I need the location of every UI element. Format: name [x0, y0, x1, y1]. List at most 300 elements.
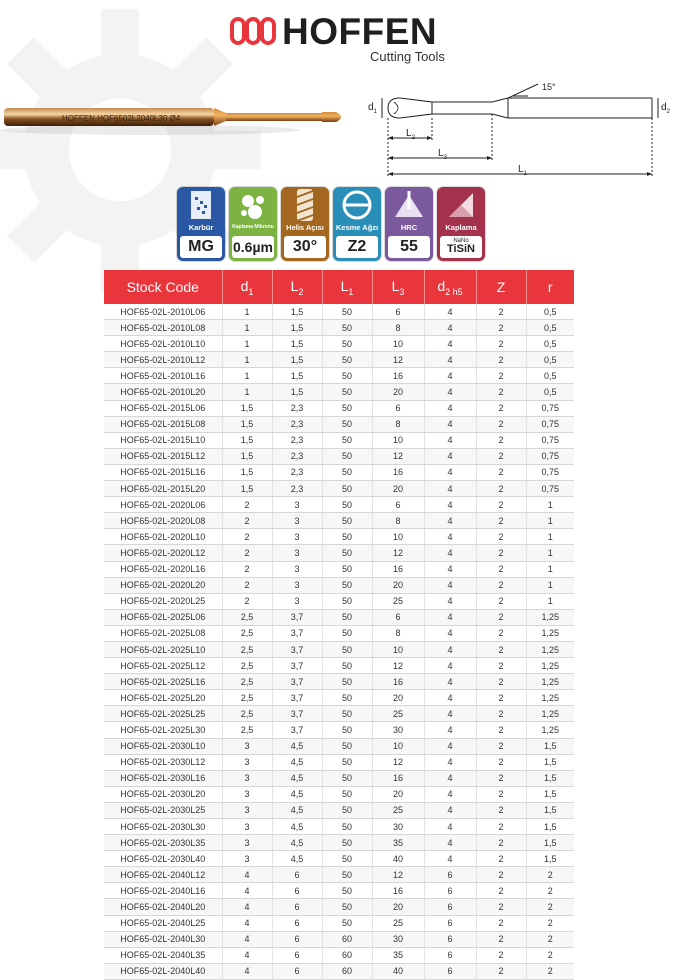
cell-d1: 3 [222, 738, 272, 754]
cell-d1: 4 [222, 899, 272, 915]
coating-icon [437, 187, 485, 223]
table-row [104, 802, 574, 818]
cell-L2: 1,5 [272, 304, 322, 320]
cell-L2: 2,3 [272, 464, 322, 480]
cell-L3: 8 [372, 416, 424, 432]
cell-L2: 1,5 [272, 320, 322, 336]
cell-stock-code: HOF65-02L-2015L20 [104, 481, 222, 497]
badge-coating-micron [229, 187, 277, 261]
cell-stock-code: HOF65-02L-2030L40 [104, 851, 222, 867]
logo-mark-icon [230, 16, 276, 46]
cell-d1: 2 [222, 497, 272, 513]
cell-z: 2 [476, 481, 526, 497]
table-row [104, 738, 574, 754]
cell-L1: 50 [322, 336, 372, 352]
table-row [104, 915, 574, 931]
cell-L1: 50 [322, 320, 372, 336]
cell-L3: 6 [372, 497, 424, 513]
cell-L1: 50 [322, 770, 372, 786]
cell-L2: 4,5 [272, 835, 322, 851]
cell-d2: 4 [424, 722, 476, 738]
cell-L3: 25 [372, 706, 424, 722]
cell-L3: 10 [372, 432, 424, 448]
cell-z: 2 [476, 883, 526, 899]
cell-L1: 50 [322, 754, 372, 770]
cell-L3: 12 [372, 352, 424, 368]
cell-d1: 2,5 [222, 674, 272, 690]
cell-d2: 4 [424, 561, 476, 577]
cell-stock-code: HOF65-02L-2040L12 [104, 867, 222, 883]
badge-coating-type: TiSiN [447, 243, 475, 255]
cell-L2: 3 [272, 529, 322, 545]
cell-L3: 40 [372, 851, 424, 867]
badge-flutes-label: Kesme Ağzı [335, 223, 379, 232]
header-stock-code: Stock Code [104, 270, 222, 304]
cell-stock-code: HOF65-02L-2010L12 [104, 352, 222, 368]
cell-d2: 4 [424, 851, 476, 867]
cell-d2: 6 [424, 883, 476, 899]
cell-L1: 50 [322, 738, 372, 754]
cell-L2: 4,5 [272, 819, 322, 835]
cell-d2: 4 [424, 658, 476, 674]
cell-L1: 50 [322, 819, 372, 835]
cell-z: 2 [476, 577, 526, 593]
cell-stock-code: HOF65-02L-2015L10 [104, 432, 222, 448]
cell-stock-code: HOF65-02L-2010L10 [104, 336, 222, 352]
table-body [104, 304, 574, 979]
cell-L2: 4,5 [272, 738, 322, 754]
cell-r: 2 [526, 963, 574, 979]
cell-d2: 6 [424, 915, 476, 931]
header-L3: $L_3$ [372, 270, 424, 304]
cell-L3: 16 [372, 770, 424, 786]
cell-L3: 16 [372, 883, 424, 899]
hardness-icon [385, 187, 433, 223]
cell-L3: 10 [372, 529, 424, 545]
cell-stock-code: HOF65-02L-2040L30 [104, 931, 222, 947]
cell-L1: 50 [322, 625, 372, 641]
cell-L1: 50 [322, 658, 372, 674]
cell-r: 0,75 [526, 432, 574, 448]
table-row [104, 416, 574, 432]
cell-z: 2 [476, 400, 526, 416]
table-row [104, 497, 574, 513]
cell-r: 0,5 [526, 368, 574, 384]
cell-L3: 10 [372, 336, 424, 352]
table-row [104, 722, 574, 738]
cell-L1: 50 [322, 593, 372, 609]
cell-L1: 50 [322, 899, 372, 915]
cell-L2: 3,7 [272, 722, 322, 738]
cell-d2: 6 [424, 931, 476, 947]
badge-helix-angle-value: 30° [284, 236, 326, 258]
table-row [104, 690, 574, 706]
cell-r: 0,5 [526, 384, 574, 400]
cell-L2: 6 [272, 963, 322, 979]
badge-hrc [385, 187, 433, 261]
cell-stock-code: HOF65-02L-2040L25 [104, 915, 222, 931]
cell-r: 2 [526, 883, 574, 899]
cell-d1: 2,5 [222, 609, 272, 625]
cell-L3: 16 [372, 561, 424, 577]
table-row [104, 561, 574, 577]
badge-flutes-value: Z2 [336, 236, 378, 258]
cell-z: 2 [476, 641, 526, 657]
cell-stock-code: HOF65-02L-2040L35 [104, 947, 222, 963]
cell-L3: 40 [372, 963, 424, 979]
cell-d1: 3 [222, 835, 272, 851]
cell-d1: 2,5 [222, 625, 272, 641]
brand-logo [230, 12, 460, 64]
cell-d1: 1 [222, 352, 272, 368]
cell-r: 1,5 [526, 851, 574, 867]
drawing-L1-label: $L_1$ [518, 164, 527, 177]
cell-L2: 1,5 [272, 352, 322, 368]
cell-L2: 3,7 [272, 609, 322, 625]
cell-stock-code: HOF65-02L-2030L30 [104, 819, 222, 835]
cell-r: 2 [526, 947, 574, 963]
cell-L1: 50 [322, 867, 372, 883]
cell-stock-code: HOF65-02L-2025L25 [104, 706, 222, 722]
cell-L3: 20 [372, 786, 424, 802]
cell-d1: 3 [222, 754, 272, 770]
cell-d2: 4 [424, 674, 476, 690]
table-row [104, 883, 574, 899]
cell-z: 2 [476, 464, 526, 480]
cell-r: 1,5 [526, 835, 574, 851]
table-row [104, 641, 574, 657]
cell-z: 2 [476, 802, 526, 818]
cell-L3: 35 [372, 947, 424, 963]
cell-r: 1,25 [526, 609, 574, 625]
cell-stock-code: HOF65-02L-2040L40 [104, 963, 222, 979]
table-row [104, 770, 574, 786]
cell-L3: 12 [372, 658, 424, 674]
cell-d2: 4 [424, 593, 476, 609]
cell-L3: 12 [372, 754, 424, 770]
badge-helix-angle-label: Helis Açısı [286, 223, 324, 232]
cell-stock-code: HOF65-02L-2030L10 [104, 738, 222, 754]
cell-stock-code: HOF65-02L-2025L20 [104, 690, 222, 706]
cell-d1: 1,5 [222, 400, 272, 416]
spec-badges [177, 187, 485, 263]
cell-L1: 50 [322, 641, 372, 657]
cell-r: 1 [526, 545, 574, 561]
cell-d1: 3 [222, 786, 272, 802]
cell-d1: 4 [222, 915, 272, 931]
cell-L2: 3 [272, 513, 322, 529]
cell-z: 2 [476, 963, 526, 979]
cell-d1: 2,5 [222, 706, 272, 722]
cell-r: 2 [526, 899, 574, 915]
header-d2: $d_{2 h5}$ [424, 270, 476, 304]
cell-L2: 2,3 [272, 416, 322, 432]
cell-L3: 20 [372, 577, 424, 593]
cell-z: 2 [476, 915, 526, 931]
header-d1: $d_1$ [222, 270, 272, 304]
header-L2: $L_2$ [272, 270, 322, 304]
cell-stock-code: HOF65-02L-2025L06 [104, 609, 222, 625]
cell-d1: 2 [222, 577, 272, 593]
cell-L3: 8 [372, 625, 424, 641]
cell-L1: 50 [322, 722, 372, 738]
table-row [104, 352, 574, 368]
cell-d2: 4 [424, 384, 476, 400]
cell-z: 2 [476, 786, 526, 802]
cell-L1: 50 [322, 368, 372, 384]
table-row [104, 706, 574, 722]
helix-icon [281, 187, 329, 223]
cell-L2: 3,7 [272, 625, 322, 641]
table-row [104, 835, 574, 851]
cell-L2: 3,7 [272, 658, 322, 674]
cell-L3: 20 [372, 899, 424, 915]
table-row [104, 304, 574, 320]
cell-r: 1,25 [526, 722, 574, 738]
cell-r: 0,5 [526, 304, 574, 320]
cell-L1: 50 [322, 432, 372, 448]
cell-z: 2 [476, 384, 526, 400]
badge-coating-value [440, 236, 482, 258]
cell-stock-code: HOF65-02L-2015L08 [104, 416, 222, 432]
cell-z: 2 [476, 352, 526, 368]
cell-d1: 1,5 [222, 448, 272, 464]
cell-L3: 20 [372, 690, 424, 706]
cell-d1: 1 [222, 336, 272, 352]
table-row [104, 593, 574, 609]
cell-z: 2 [476, 336, 526, 352]
table-row [104, 754, 574, 770]
cell-r: 0,75 [526, 448, 574, 464]
table-header-row [104, 270, 574, 304]
cell-stock-code: HOF65-02L-2020L10 [104, 529, 222, 545]
cell-L2: 2,3 [272, 481, 322, 497]
cell-d1: 1,5 [222, 416, 272, 432]
cell-r: 0,5 [526, 336, 574, 352]
cell-L2: 4,5 [272, 851, 322, 867]
cell-d1: 2,5 [222, 658, 272, 674]
cell-z: 2 [476, 947, 526, 963]
drawing-L2-label: $L_2$ [406, 128, 415, 141]
cell-L1: 50 [322, 416, 372, 432]
header-r: r [526, 270, 574, 304]
cell-r: 0,75 [526, 416, 574, 432]
cell-r: 1 [526, 593, 574, 609]
cell-d1: 3 [222, 851, 272, 867]
cell-stock-code: HOF65-02L-2010L16 [104, 368, 222, 384]
badge-carbide-value: MG [180, 236, 222, 258]
cell-stock-code: HOF65-02L-2040L20 [104, 899, 222, 915]
cell-stock-code: HOF65-02L-2025L10 [104, 641, 222, 657]
cell-d1: 4 [222, 963, 272, 979]
cell-d1: 1 [222, 384, 272, 400]
cell-d1: 4 [222, 867, 272, 883]
cell-z: 2 [476, 819, 526, 835]
cell-r: 1,5 [526, 770, 574, 786]
table-row [104, 867, 574, 883]
cell-z: 2 [476, 722, 526, 738]
cell-d2: 4 [424, 625, 476, 641]
cell-r: 1 [526, 561, 574, 577]
table-row [104, 786, 574, 802]
cell-z: 2 [476, 770, 526, 786]
cell-stock-code: HOF65-02L-2025L08 [104, 625, 222, 641]
cell-d2: 4 [424, 529, 476, 545]
cell-d2: 4 [424, 706, 476, 722]
badge-hrc-value: 55 [388, 236, 430, 258]
cell-L1: 50 [322, 448, 372, 464]
cell-L2: 4,5 [272, 802, 322, 818]
cell-d1: 1 [222, 320, 272, 336]
cell-L1: 50 [322, 674, 372, 690]
cell-L2: 3 [272, 577, 322, 593]
table-row [104, 545, 574, 561]
cell-r: 0,5 [526, 320, 574, 336]
cell-L2: 2,3 [272, 448, 322, 464]
cell-L2: 6 [272, 915, 322, 931]
header-z: Z [476, 270, 526, 304]
cell-L2: 6 [272, 883, 322, 899]
cell-L3: 12 [372, 545, 424, 561]
end-mill-image [0, 96, 360, 140]
cell-d2: 4 [424, 513, 476, 529]
cell-L3: 10 [372, 738, 424, 754]
cell-stock-code: HOF65-02L-2010L08 [104, 320, 222, 336]
cell-d1: 2 [222, 545, 272, 561]
cell-L1: 50 [322, 384, 372, 400]
table-row [104, 481, 574, 497]
cell-d1: 1 [222, 304, 272, 320]
cell-L1: 50 [322, 513, 372, 529]
badge-coating-nano: NaNo [453, 238, 469, 244]
cell-d2: 4 [424, 819, 476, 835]
cell-L3: 25 [372, 593, 424, 609]
cell-d2: 6 [424, 867, 476, 883]
cell-stock-code: HOF65-02L-2015L06 [104, 400, 222, 416]
cell-L2: 1,5 [272, 336, 322, 352]
cell-stock-code: HOF65-02L-2010L06 [104, 304, 222, 320]
cell-d2: 6 [424, 899, 476, 915]
badge-coating-label: Kaplama [445, 223, 477, 232]
badge-helix-angle [281, 187, 329, 261]
cell-L2: 4,5 [272, 754, 322, 770]
table-row [104, 368, 574, 384]
cell-z: 2 [476, 899, 526, 915]
cell-L1: 50 [322, 851, 372, 867]
cell-d2: 4 [424, 432, 476, 448]
cell-d1: 2 [222, 529, 272, 545]
cell-d1: 4 [222, 947, 272, 963]
cell-r: 1,5 [526, 786, 574, 802]
flutes-icon [333, 187, 381, 223]
table-row [104, 432, 574, 448]
cell-z: 2 [476, 432, 526, 448]
cell-r: 1,25 [526, 674, 574, 690]
table-row [104, 947, 574, 963]
cell-L2: 3,7 [272, 641, 322, 657]
cell-stock-code: HOF65-02L-2020L12 [104, 545, 222, 561]
cell-d2: 4 [424, 497, 476, 513]
cell-r: 0,75 [526, 400, 574, 416]
cell-L2: 3,7 [272, 706, 322, 722]
cell-r: 1,25 [526, 658, 574, 674]
cell-L2: 4,5 [272, 786, 322, 802]
cell-L1: 50 [322, 883, 372, 899]
cell-z: 2 [476, 416, 526, 432]
cell-stock-code: HOF65-02L-2015L12 [104, 448, 222, 464]
product-table [104, 270, 574, 980]
cell-d2: 4 [424, 545, 476, 561]
cell-d2: 4 [424, 464, 476, 480]
cell-L1: 50 [322, 690, 372, 706]
cell-L3: 6 [372, 400, 424, 416]
cell-d2: 4 [424, 368, 476, 384]
cell-z: 2 [476, 497, 526, 513]
cell-L3: 25 [372, 915, 424, 931]
table-row [104, 625, 574, 641]
cell-r: 1 [526, 513, 574, 529]
cell-L3: 16 [372, 368, 424, 384]
cell-z: 2 [476, 593, 526, 609]
cell-L2: 3 [272, 545, 322, 561]
cell-z: 2 [476, 304, 526, 320]
cell-z: 2 [476, 320, 526, 336]
cell-stock-code: HOF65-02L-2025L30 [104, 722, 222, 738]
cell-d1: 2,5 [222, 722, 272, 738]
table-row [104, 513, 574, 529]
cell-L1: 50 [322, 609, 372, 625]
cell-z: 2 [476, 851, 526, 867]
cell-d2: 4 [424, 802, 476, 818]
cell-z: 2 [476, 754, 526, 770]
cell-r: 2 [526, 931, 574, 947]
table-row [104, 851, 574, 867]
cell-d2: 4 [424, 481, 476, 497]
cell-stock-code: HOF65-02L-2030L12 [104, 754, 222, 770]
cell-stock-code: HOF65-02L-2030L25 [104, 802, 222, 818]
cell-L1: 50 [322, 706, 372, 722]
cell-L3: 12 [372, 867, 424, 883]
badge-coating [437, 187, 485, 261]
cell-r: 1,25 [526, 690, 574, 706]
drawing-d2-label: $d_2$ [661, 102, 670, 115]
cell-L3: 30 [372, 931, 424, 947]
cell-d2: 4 [424, 690, 476, 706]
cell-z: 2 [476, 931, 526, 947]
cell-L3: 35 [372, 835, 424, 851]
cell-L2: 6 [272, 931, 322, 947]
cell-r: 2 [526, 867, 574, 883]
table-row [104, 963, 574, 979]
table-row [104, 658, 574, 674]
drawing-d1-label: $d_1$ [368, 102, 377, 115]
cell-z: 2 [476, 835, 526, 851]
carbide-icon [177, 187, 225, 223]
cell-L3: 16 [372, 464, 424, 480]
technical-drawing [362, 78, 678, 188]
cell-stock-code: HOF65-02L-2020L06 [104, 497, 222, 513]
cell-r: 1,5 [526, 819, 574, 835]
cell-L1: 50 [322, 497, 372, 513]
cell-r: 1,5 [526, 802, 574, 818]
cell-L1: 50 [322, 561, 372, 577]
cell-d1: 2,5 [222, 641, 272, 657]
badge-flutes [333, 187, 381, 261]
cell-L2: 3 [272, 593, 322, 609]
cell-L3: 10 [372, 641, 424, 657]
cell-L1: 50 [322, 577, 372, 593]
cell-d2: 4 [424, 416, 476, 432]
